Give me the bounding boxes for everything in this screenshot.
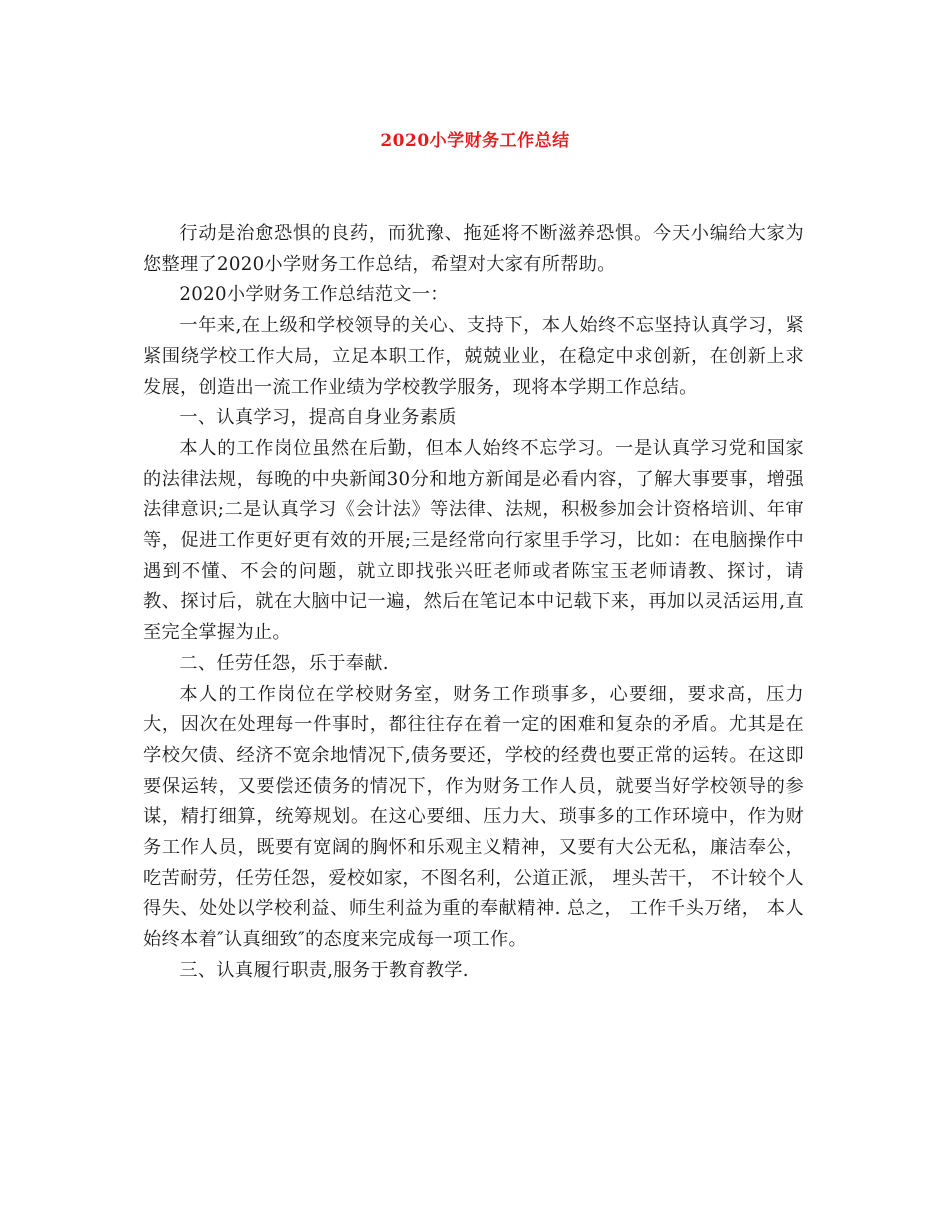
body-paragraph: 一年来,在上级和学校领导的关心、支持下，本人始终不忘坚持认真学习，紧紧围绕学校工作大局，立足本职工作，兢兢业业，在稳定中求创新，在创新上求发展，创造出一流工作业绩为学校教学服务，现将本学期工作总结。 <box>143 315 804 398</box>
document-body <box>143 219 804 987</box>
document-title: 2020小学财务工作总结 <box>380 131 570 151</box>
body-paragraph: 本人的工作岗位在学校财务室，财务工作琐事多，心要细，要求高，压力大，因次在处理每一件事时，都往往存在着一定的困难和复杂的矛盾。尤其是在学校欠债、经济不宽余地情况下,债务要还，学校的经费也要正常的运转。在这即要保运转，又要偿还债务的情况下，作为财务工作人员，就要当好学校领导的参谋，精打细算，统筹规划。在这心要细、压力大、琐事多的工作环境中，作为财务工作人员，既要有宽阔的胸怀和乐观主义精神，又要有大公无私，廉洁奉公，吃苦耐劳，任劳任怨，爱校如家，不图名利，公道正派， 埋头苦干， 不计较个人得失、处处以学校利益、师生利益为重的奉献精神. 总之， 工作千头万绪， 本人始终本着″认真细致″的态度来完成每一项工作。 <box>143 683 804 951</box>
section-heading-3: 三、认真履行职责,服务于教育教学. <box>179 959 469 981</box>
intro-paragraph: 行动是治愈恐惧的良药，而犹豫、拖延将不断滋养恐惧。今天小编给大家为您整理了2020小学财务工作总结，希望对大家有所帮助。 <box>143 223 804 275</box>
body-paragraph: 本人的工作岗位虽然在后勤，但本人始终不忘学习。一是认真学习党和国家的法律法规，每晚的中央新闻30分和地方新闻是必看内容，了解大事要事，增强法律意识;二是认真学习《会计法》等法律、法规，积极参加会计资格培训、年审等，促进工作更好更有效的开展;三是经常向行家里手学习，比如：在电脑操作中遇到不懂、不会的问题，就立即找张兴旺老师或者陈宝玉老师请教、探讨，请教、探讨后，就在大脑中记一遍，然后在笔记本中记载下来，再加以灵活运用,直至完全掌握为止。 <box>143 437 804 644</box>
section-heading-1: 一、认真学习，提高自身业务素质 <box>179 407 457 429</box>
section-heading-2: 二、任劳任怨，乐于奉献. <box>179 652 389 674</box>
section-heading-sample: 2020小学财务工作总结范文一： <box>179 284 449 306</box>
